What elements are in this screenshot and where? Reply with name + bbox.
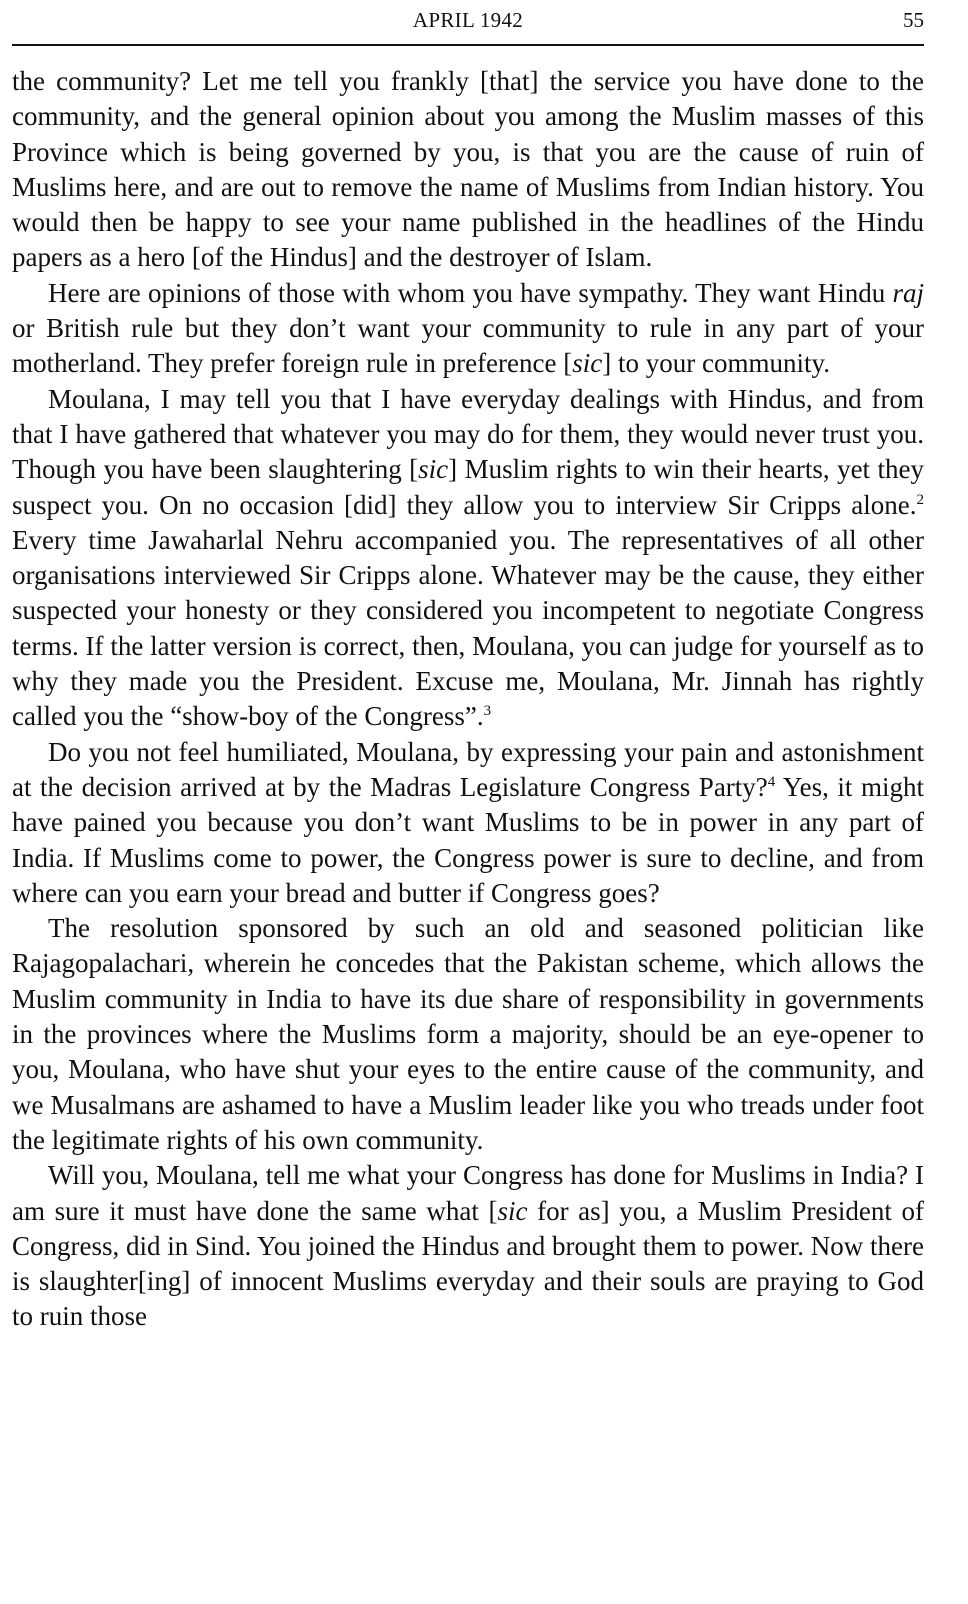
paragraph-1 — [12, 64, 924, 276]
header-rule — [12, 44, 924, 46]
paragraph-2 — [12, 276, 924, 382]
text-run: Will you, Moulana, tell me what your Congress has done for Muslims in India? I am sure it must have done the same what [ — [12, 1160, 924, 1226]
text-run: Here are opinions of those with whom you have sympathy. They want Hindu — [48, 277, 893, 308]
paragraph-4 — [12, 735, 924, 911]
italic-text: sic — [418, 454, 449, 485]
italic-text: sic — [497, 1195, 528, 1226]
paragraph-6 — [12, 1158, 924, 1334]
text-run: Every time Jawaharlal Nehru accompanied you. The representatives of all other organisations interviewed Sir Cripps alone. Whatever may be the cause, they either suspected your honesty or they considered you incompetent to negotiate Congress terms. If the latter version is correct, then, Moulana, you can judge for yourself as to why they made you the President. Excuse me, Moulana, Mr. Jinnah has rightly called you the “show-boy of the Congress”. — [12, 524, 924, 732]
text-run: ] Muslim rights to win their hearts, yet they suspect you. On no occasion [did] they allow you to interview Sir Cripps alone. — [12, 454, 924, 520]
text-run: Do you not feel humiliated, Moulana, by expressing your pain and astonishment at the decision arrived at by the Madras Legislature Congress Party? — [12, 736, 924, 802]
footnote-ref: 4 — [767, 773, 776, 790]
text-run: or British rule but they don’t want your community to rule in any part of your motherland. They prefer foreign rule in preference [ — [12, 313, 924, 379]
italic-text: sic — [572, 348, 603, 379]
body-text — [12, 64, 924, 1335]
text-run: The resolution sponsored by such an old and seasoned politician like Rajagopalachari, wherein he concedes that the Pakistan scheme, which allows the Muslim community in India to have its due share of responsibility in governments in the provinces where the Muslims form a majority, should be an eye-opener to you, Moulana, who have shut your eyes to the entire cause of the community, and we Musalmans are ashamed to have a Muslim leader like you who treads under foot the legitimate rights of his own community. — [12, 913, 924, 1155]
page-header — [12, 6, 924, 36]
text-run: Yes, it might have pained you because you don’t want Muslims to be in power in any part of India. If Muslims come to power, the Congress power is sure to decline, and from where can you earn your bread and butter if Congress goes? — [12, 771, 924, 908]
footnote-ref: 2 — [916, 491, 924, 508]
text-run: Moulana, I may tell you that I have everyday dealings with Hindus, and from that I have gathered that whatever you may do for them, they would never trust you. Though you have been slaughtering [ — [12, 383, 924, 485]
running-head: APRIL 1942 — [412, 8, 524, 32]
text-run: the community? Let me tell you frankly [that] the service you have done to the community, and the general opinion about you among the Muslim masses of this Province which is being governed by you, is that you are the cause of ruin of Muslims here, and are out to remove the name of Muslims from Indian history. You would then be happy to see your name published in the headlines of the Hindu papers as a hero [of the Hindus] and the destroyer of Islam. — [12, 66, 924, 273]
paragraph-5 — [12, 911, 924, 1158]
paragraph-3 — [12, 382, 924, 735]
page-number: 55 — [903, 8, 924, 32]
text-run: for as] you, a Muslim President of Congress, did in Sind. You joined the Hindus and brought them to power. Now there is slaughter[ing] of innocent Muslims everyday and their souls are praying to God to ruin those — [12, 1195, 924, 1332]
text-run: ] to your community. — [602, 348, 830, 379]
footnote-ref: 3 — [483, 703, 492, 720]
italic-text: raj — [892, 277, 924, 308]
